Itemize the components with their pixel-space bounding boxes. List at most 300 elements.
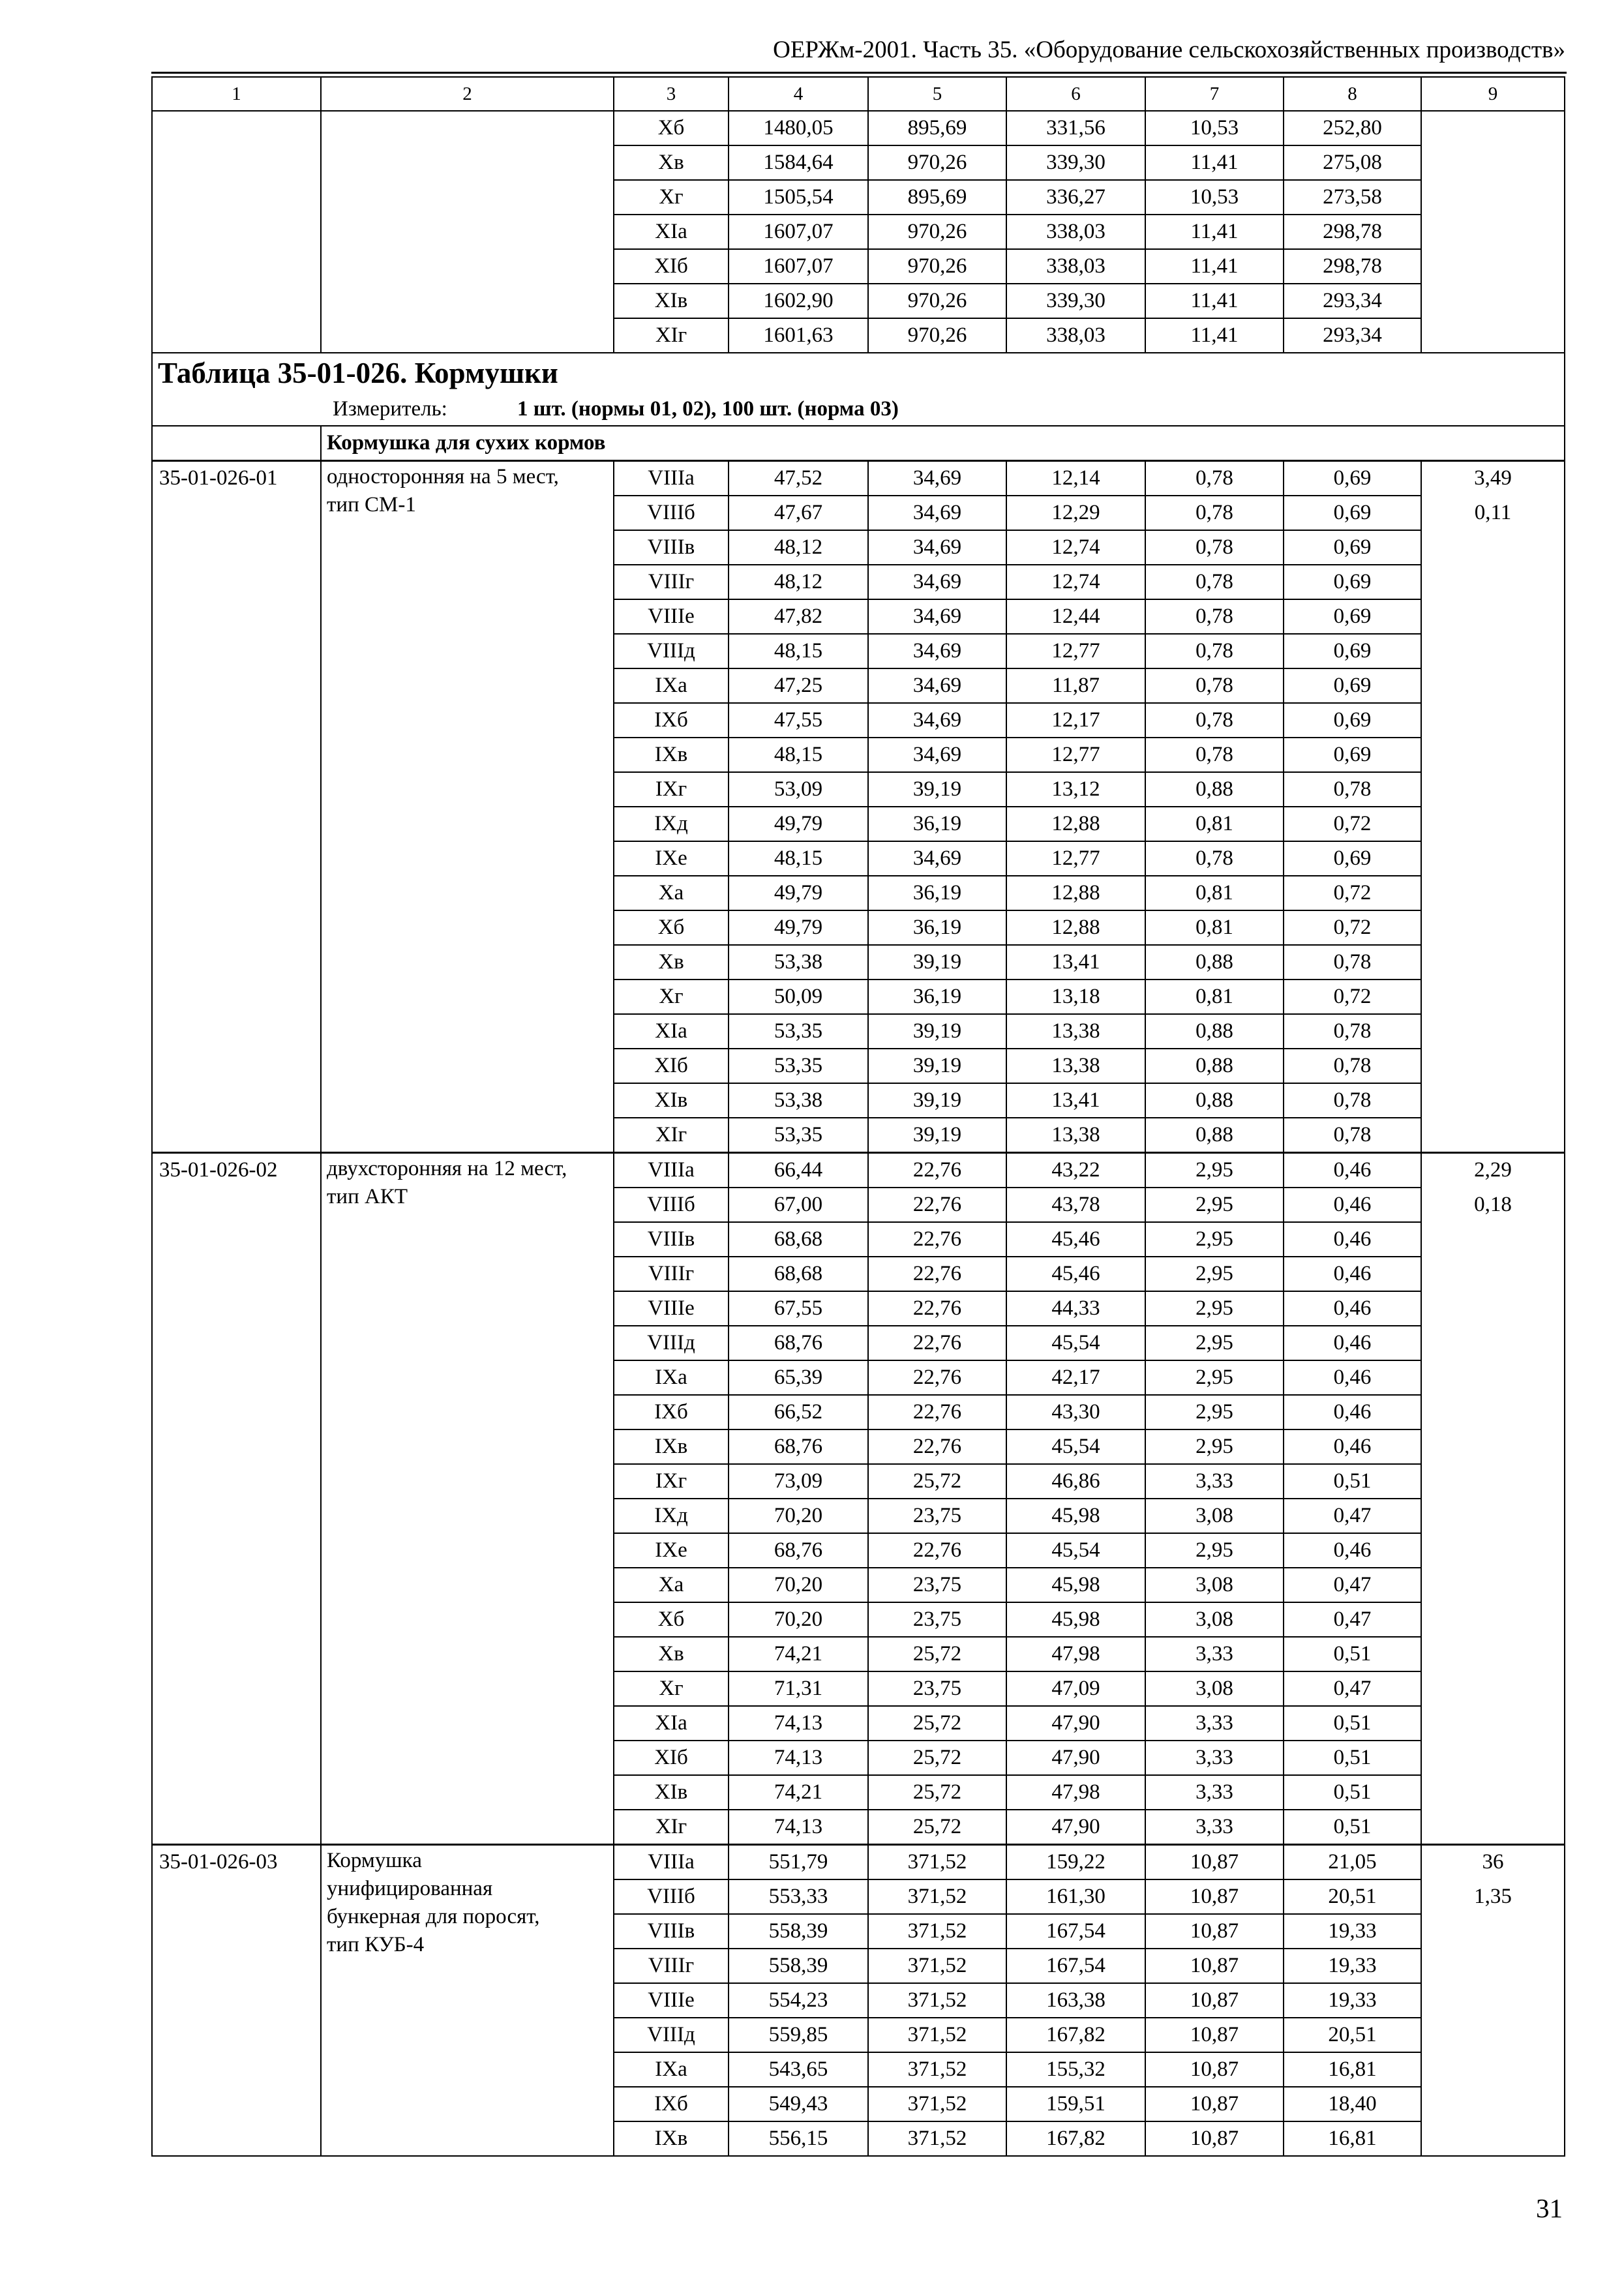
- wages-cell: 22,76: [868, 1326, 1006, 1360]
- item-name-line: унифицированная: [327, 1877, 493, 1900]
- resource-cell: [1421, 1845, 1565, 2157]
- total-cost-cell: 554,23: [729, 1983, 868, 2018]
- machinist-wages-cell: 10,53: [1145, 180, 1284, 215]
- table-row: [152, 111, 1565, 145]
- machine-cost-cell: 167,54: [1006, 1914, 1145, 1949]
- zone-cell: VIIIв: [614, 1222, 729, 1257]
- zone-cell: IXе: [614, 1533, 729, 1568]
- zone-cell: XIв: [614, 1775, 729, 1810]
- total-cost-cell: 68,76: [729, 1533, 868, 1568]
- machinist-wages-cell: 10,87: [1145, 2121, 1284, 2156]
- total-cost-cell: 1584,64: [729, 145, 868, 180]
- machinist-wages-cell: 0,88: [1145, 1118, 1284, 1153]
- total-cost-cell: 47,25: [729, 668, 868, 703]
- machine-cost-cell: 12,74: [1006, 530, 1145, 565]
- column-number: 3: [614, 77, 729, 111]
- machinist-wages-cell: 10,87: [1145, 1983, 1284, 2018]
- machinist-wages-cell: 10,87: [1145, 2052, 1284, 2087]
- zone-cell: VIIIб: [614, 496, 729, 530]
- wages-cell: 25,72: [868, 1810, 1006, 1845]
- machine-cost-cell: 43,22: [1006, 1153, 1145, 1188]
- machine-cost-cell: 339,30: [1006, 145, 1145, 180]
- rates-table: [151, 76, 1565, 2157]
- machine-cost-cell: 45,54: [1006, 1429, 1145, 1464]
- zone-cell: Xв: [614, 945, 729, 980]
- materials-cell: 0,69: [1284, 461, 1421, 496]
- machinist-wages-cell: 0,78: [1145, 668, 1284, 703]
- item-name-line: тип АКТ: [327, 1185, 408, 1208]
- materials-cell: 0,46: [1284, 1222, 1421, 1257]
- machinist-wages-cell: 2,95: [1145, 1395, 1284, 1429]
- code-cell: [152, 111, 321, 353]
- total-cost-cell: 70,20: [729, 1499, 868, 1533]
- item-name-line: двухсторонняя на 12 мест,: [327, 1157, 567, 1180]
- item-code: 35-01-026-02: [152, 1153, 321, 1845]
- materials-cell: 0,69: [1284, 599, 1421, 634]
- item-name-line: односторонняя на 5 мест,: [327, 465, 559, 488]
- zone-cell: IXб: [614, 703, 729, 738]
- wages-cell: 25,72: [868, 1775, 1006, 1810]
- zone-cell: XIб: [614, 249, 729, 284]
- zone-cell: Xб: [614, 111, 729, 145]
- total-cost-cell: 48,12: [729, 530, 868, 565]
- zone-cell: IXа: [614, 1360, 729, 1395]
- materials-cell: 0,47: [1284, 1568, 1421, 1602]
- materials-cell: 0,69: [1284, 738, 1421, 772]
- wages-cell: 25,72: [868, 1637, 1006, 1671]
- column-number: 8: [1284, 77, 1421, 111]
- materials-cell: 0,46: [1284, 1326, 1421, 1360]
- wages-cell: 970,26: [868, 284, 1006, 318]
- zone-cell: IXв: [614, 1429, 729, 1464]
- materials-cell: 298,78: [1284, 249, 1421, 284]
- materials-cell: 19,33: [1284, 1914, 1421, 1949]
- wages-cell: 371,52: [868, 2087, 1006, 2121]
- wages-cell: 25,72: [868, 1741, 1006, 1775]
- zone-cell: Xг: [614, 1671, 729, 1706]
- zone-cell: VIIIд: [614, 1326, 729, 1360]
- machinist-wages-cell: 10,87: [1145, 2087, 1284, 2121]
- total-cost-cell: 74,21: [729, 1637, 868, 1671]
- machine-cost-cell: 163,38: [1006, 1983, 1145, 2018]
- total-cost-cell: 74,13: [729, 1706, 868, 1741]
- materials-cell: 0,47: [1284, 1671, 1421, 1706]
- zone-cell: VIIIг: [614, 1949, 729, 1983]
- item-name-line: Кормушка: [327, 1849, 422, 1872]
- materials-cell: 0,46: [1284, 1533, 1421, 1568]
- machine-cost-cell: 47,09: [1006, 1671, 1145, 1706]
- item-name-line: бункерная для поросят,: [327, 1905, 540, 1928]
- machine-cost-cell: 161,30: [1006, 1879, 1145, 1914]
- zone-cell: Xб: [614, 910, 729, 945]
- materials-cell: 19,33: [1284, 1983, 1421, 2018]
- materials-cell: 0,46: [1284, 1360, 1421, 1395]
- machinist-wages-cell: 0,88: [1145, 1083, 1284, 1118]
- total-cost-cell: 47,82: [729, 599, 868, 634]
- subsection-row: [152, 426, 1565, 461]
- table-row: [152, 1845, 1565, 1880]
- total-cost-cell: 556,15: [729, 2121, 868, 2156]
- machinist-wages-cell: 2,95: [1145, 1326, 1284, 1360]
- materials-cell: 0,69: [1284, 565, 1421, 599]
- wages-cell: 36,19: [868, 980, 1006, 1014]
- materials-cell: 0,46: [1284, 1153, 1421, 1188]
- zone-cell: IXе: [614, 841, 729, 876]
- wages-cell: 34,69: [868, 668, 1006, 703]
- machinist-wages-cell: 0,81: [1145, 910, 1284, 945]
- machinist-wages-cell: 0,78: [1145, 565, 1284, 599]
- materials-cell: 20,51: [1284, 2018, 1421, 2052]
- wages-cell: 34,69: [868, 703, 1006, 738]
- machine-cost-cell: 12,14: [1006, 461, 1145, 496]
- total-cost-cell: 1505,54: [729, 180, 868, 215]
- total-cost-cell: 49,79: [729, 876, 868, 910]
- wages-cell: 34,69: [868, 841, 1006, 876]
- machinist-wages-cell: 3,08: [1145, 1568, 1284, 1602]
- materials-cell: 0,69: [1284, 668, 1421, 703]
- machine-cost-cell: 12,77: [1006, 634, 1145, 668]
- table-row: [152, 461, 1565, 496]
- total-cost-cell: 71,31: [729, 1671, 868, 1706]
- machinist-wages-cell: 3,33: [1145, 1810, 1284, 1845]
- total-cost-cell: 68,68: [729, 1222, 868, 1257]
- total-cost-cell: 74,13: [729, 1741, 868, 1775]
- zone-cell: XIг: [614, 1118, 729, 1153]
- total-cost-cell: 558,39: [729, 1914, 868, 1949]
- zone-cell: XIг: [614, 318, 729, 353]
- zone-cell: IXг: [614, 1464, 729, 1499]
- wages-cell: 895,69: [868, 180, 1006, 215]
- wages-cell: 22,76: [868, 1188, 1006, 1222]
- machine-cost-cell: 336,27: [1006, 180, 1145, 215]
- machine-cost-cell: 12,17: [1006, 703, 1145, 738]
- table-title-row: [152, 353, 1565, 393]
- materials-cell: 0,72: [1284, 807, 1421, 841]
- materials-cell: 0,72: [1284, 876, 1421, 910]
- machinist-wages-cell: 2,95: [1145, 1360, 1284, 1395]
- machinist-wages-cell: 3,33: [1145, 1637, 1284, 1671]
- zone-cell: XIв: [614, 1083, 729, 1118]
- machinist-wages-cell: 10,87: [1145, 2018, 1284, 2052]
- materials-cell: 0,46: [1284, 1291, 1421, 1326]
- column-number: 7: [1145, 77, 1284, 111]
- wages-cell: 371,52: [868, 2018, 1006, 2052]
- zone-cell: VIIIе: [614, 599, 729, 634]
- total-cost-cell: 549,43: [729, 2087, 868, 2121]
- machinist-wages-cell: 10,53: [1145, 111, 1284, 145]
- total-cost-cell: 74,21: [729, 1775, 868, 1810]
- machinist-wages-cell: 0,81: [1145, 980, 1284, 1014]
- wages-cell: 970,26: [868, 318, 1006, 353]
- total-cost-cell: 543,65: [729, 2052, 868, 2087]
- machine-cost-cell: 13,41: [1006, 945, 1145, 980]
- zone-cell: Xа: [614, 1568, 729, 1602]
- machine-cost-cell: 12,88: [1006, 807, 1145, 841]
- resource-value: 0,18: [1474, 1193, 1512, 1216]
- unit-row: [152, 393, 1565, 426]
- wages-cell: 34,69: [868, 496, 1006, 530]
- machinist-wages-cell: 2,95: [1145, 1222, 1284, 1257]
- zone-cell: VIIIв: [614, 1914, 729, 1949]
- machinist-wages-cell: 2,95: [1145, 1153, 1284, 1188]
- materials-cell: 0,51: [1284, 1741, 1421, 1775]
- column-number: 2: [321, 77, 614, 111]
- wages-cell: 22,76: [868, 1257, 1006, 1291]
- materials-cell: 0,78: [1284, 1014, 1421, 1049]
- total-cost-cell: 53,38: [729, 945, 868, 980]
- machinist-wages-cell: 10,87: [1145, 1879, 1284, 1914]
- item-name: [321, 1845, 614, 2157]
- materials-cell: 0,69: [1284, 841, 1421, 876]
- materials-cell: 0,72: [1284, 980, 1421, 1014]
- zone-cell: Xв: [614, 1637, 729, 1671]
- total-cost-cell: 49,79: [729, 910, 868, 945]
- zone-cell: VIIIа: [614, 1845, 729, 1880]
- materials-cell: 0,47: [1284, 1499, 1421, 1533]
- machine-cost-cell: 45,54: [1006, 1533, 1145, 1568]
- machine-cost-cell: 47,98: [1006, 1775, 1145, 1810]
- wages-cell: 39,19: [868, 1049, 1006, 1083]
- column-number: 6: [1006, 77, 1145, 111]
- machinist-wages-cell: 3,33: [1145, 1775, 1284, 1810]
- machine-cost-cell: 45,98: [1006, 1499, 1145, 1533]
- machinist-wages-cell: 11,41: [1145, 284, 1284, 318]
- total-cost-cell: 1480,05: [729, 111, 868, 145]
- wages-cell: 39,19: [868, 1118, 1006, 1153]
- machinist-wages-cell: 0,78: [1145, 634, 1284, 668]
- total-cost-cell: 73,09: [729, 1464, 868, 1499]
- unit-cell: [152, 393, 1565, 426]
- wages-cell: 895,69: [868, 111, 1006, 145]
- machinist-wages-cell: 2,95: [1145, 1188, 1284, 1222]
- machine-cost-cell: 167,82: [1006, 2018, 1145, 2052]
- resource-value: 3,49: [1474, 466, 1512, 490]
- materials-cell: 0,78: [1284, 945, 1421, 980]
- materials-cell: 0,51: [1284, 1637, 1421, 1671]
- total-cost-cell: 1602,90: [729, 284, 868, 318]
- total-cost-cell: 551,79: [729, 1845, 868, 1880]
- zone-cell: Xв: [614, 145, 729, 180]
- zone-cell: VIIIб: [614, 1188, 729, 1222]
- machine-cost-cell: 13,41: [1006, 1083, 1145, 1118]
- machine-cost-cell: 47,90: [1006, 1741, 1145, 1775]
- wages-cell: 34,69: [868, 738, 1006, 772]
- item-name: [321, 1153, 614, 1845]
- wages-cell: 34,69: [868, 565, 1006, 599]
- wages-cell: 34,69: [868, 599, 1006, 634]
- materials-cell: 0,78: [1284, 1049, 1421, 1083]
- materials-cell: 275,08: [1284, 145, 1421, 180]
- total-cost-cell: 48,12: [729, 565, 868, 599]
- materials-cell: 0,51: [1284, 1775, 1421, 1810]
- zone-cell: VIIIб: [614, 1879, 729, 1914]
- zone-cell: IXв: [614, 738, 729, 772]
- total-cost-cell: 70,20: [729, 1568, 868, 1602]
- machinist-wages-cell: 11,41: [1145, 215, 1284, 249]
- zone-cell: Xг: [614, 980, 729, 1014]
- materials-cell: 252,80: [1284, 111, 1421, 145]
- wages-cell: 371,52: [868, 2121, 1006, 2156]
- resource-cell: [1421, 1153, 1565, 1845]
- total-cost-cell: 553,33: [729, 1879, 868, 1914]
- machinist-wages-cell: 0,78: [1145, 841, 1284, 876]
- total-cost-cell: 47,55: [729, 703, 868, 738]
- zone-cell: Xг: [614, 180, 729, 215]
- zone-cell: XIа: [614, 1706, 729, 1741]
- zone-cell: XIа: [614, 1014, 729, 1049]
- machine-cost-cell: 43,78: [1006, 1188, 1145, 1222]
- total-cost-cell: 53,35: [729, 1118, 868, 1153]
- total-cost-cell: 1607,07: [729, 215, 868, 249]
- materials-cell: 0,69: [1284, 530, 1421, 565]
- machine-cost-cell: 45,46: [1006, 1222, 1145, 1257]
- machine-cost-cell: 12,29: [1006, 496, 1145, 530]
- machine-cost-cell: 13,38: [1006, 1118, 1145, 1153]
- wages-cell: 25,72: [868, 1464, 1006, 1499]
- zone-cell: XIа: [614, 215, 729, 249]
- machine-cost-cell: 45,98: [1006, 1568, 1145, 1602]
- machinist-wages-cell: 3,08: [1145, 1499, 1284, 1533]
- materials-cell: 0,46: [1284, 1257, 1421, 1291]
- machine-cost-cell: 12,44: [1006, 599, 1145, 634]
- machinist-wages-cell: 0,88: [1145, 1014, 1284, 1049]
- machine-cost-cell: 339,30: [1006, 284, 1145, 318]
- wages-cell: 23,75: [868, 1671, 1006, 1706]
- total-cost-cell: 1601,63: [729, 318, 868, 353]
- total-cost-cell: 65,39: [729, 1360, 868, 1395]
- machinist-wages-cell: 10,87: [1145, 1914, 1284, 1949]
- wages-cell: 371,52: [868, 2052, 1006, 2087]
- machinist-wages-cell: 0,78: [1145, 738, 1284, 772]
- machinist-wages-cell: 2,95: [1145, 1257, 1284, 1291]
- wages-cell: 39,19: [868, 772, 1006, 807]
- subsection-spacer: [152, 426, 321, 461]
- materials-cell: 0,78: [1284, 1083, 1421, 1118]
- total-cost-cell: 68,76: [729, 1326, 868, 1360]
- machine-cost-cell: 159,51: [1006, 2087, 1145, 2121]
- wages-cell: 25,72: [868, 1706, 1006, 1741]
- total-cost-cell: 1607,07: [729, 249, 868, 284]
- machinist-wages-cell: 0,88: [1145, 1049, 1284, 1083]
- machine-cost-cell: 159,22: [1006, 1845, 1145, 1880]
- materials-cell: 20,51: [1284, 1879, 1421, 1914]
- wages-cell: 371,52: [868, 1845, 1006, 1880]
- machine-cost-cell: 12,77: [1006, 841, 1145, 876]
- wages-cell: 36,19: [868, 807, 1006, 841]
- machine-cost-cell: 45,54: [1006, 1326, 1145, 1360]
- materials-cell: 273,58: [1284, 180, 1421, 215]
- machine-cost-cell: 167,82: [1006, 2121, 1145, 2156]
- zone-cell: IXа: [614, 2052, 729, 2087]
- wages-cell: 22,76: [868, 1429, 1006, 1464]
- subsection-title: Кормушка для сухих кормов: [321, 426, 1565, 461]
- materials-cell: 0,78: [1284, 1118, 1421, 1153]
- machine-cost-cell: 47,98: [1006, 1637, 1145, 1671]
- wages-cell: 22,76: [868, 1533, 1006, 1568]
- total-cost-cell: 68,68: [729, 1257, 868, 1291]
- materials-cell: 293,34: [1284, 318, 1421, 353]
- wages-cell: 39,19: [868, 1083, 1006, 1118]
- running-header: ОЕРЖм-2001. Часть 35. «Оборудование сельскохозяйственных производств»: [773, 37, 1565, 63]
- materials-cell: 16,81: [1284, 2052, 1421, 2087]
- zone-cell: XIб: [614, 1741, 729, 1775]
- materials-cell: 0,72: [1284, 910, 1421, 945]
- machinist-wages-cell: 0,78: [1145, 530, 1284, 565]
- total-cost-cell: 47,52: [729, 461, 868, 496]
- total-cost-cell: 53,35: [729, 1014, 868, 1049]
- resource-value: 1,35: [1474, 1885, 1512, 1908]
- machinist-wages-cell: 0,78: [1145, 496, 1284, 530]
- zone-cell: VIIIа: [614, 1153, 729, 1188]
- machinist-wages-cell: 0,81: [1145, 876, 1284, 910]
- wages-cell: 22,76: [868, 1395, 1006, 1429]
- materials-cell: 0,46: [1284, 1395, 1421, 1429]
- machinist-wages-cell: 0,78: [1145, 461, 1284, 496]
- machinist-wages-cell: 10,87: [1145, 1845, 1284, 1880]
- materials-cell: 293,34: [1284, 284, 1421, 318]
- wages-cell: 371,52: [868, 1914, 1006, 1949]
- machinist-wages-cell: 0,81: [1145, 807, 1284, 841]
- zone-cell: VIIIа: [614, 461, 729, 496]
- total-cost-cell: 67,00: [729, 1188, 868, 1222]
- item-name-line: тип КУБ-4: [327, 1933, 425, 1956]
- machinist-wages-cell: 3,33: [1145, 1464, 1284, 1499]
- total-cost-cell: 68,76: [729, 1429, 868, 1464]
- wages-cell: 39,19: [868, 945, 1006, 980]
- column-number: 5: [868, 77, 1006, 111]
- machinist-wages-cell: 3,08: [1145, 1671, 1284, 1706]
- materials-cell: 0,51: [1284, 1810, 1421, 1845]
- item-name-line: тип СМ-1: [327, 493, 416, 516]
- machinist-wages-cell: 3,33: [1145, 1706, 1284, 1741]
- zone-cell: IXб: [614, 2087, 729, 2121]
- zone-cell: XIв: [614, 284, 729, 318]
- machinist-wages-cell: 11,41: [1145, 145, 1284, 180]
- total-cost-cell: 559,85: [729, 2018, 868, 2052]
- total-cost-cell: 53,38: [729, 1083, 868, 1118]
- materials-cell: 19,33: [1284, 1949, 1421, 1983]
- resource-value: 36: [1482, 1850, 1504, 1874]
- total-cost-cell: 48,15: [729, 634, 868, 668]
- total-cost-cell: 48,15: [729, 841, 868, 876]
- table-row: [152, 1153, 1565, 1188]
- column-number: 1: [152, 77, 321, 111]
- zone-cell: IXд: [614, 1499, 729, 1533]
- machine-cost-cell: 11,87: [1006, 668, 1145, 703]
- resource-value: 0,11: [1474, 501, 1512, 524]
- materials-cell: 0,47: [1284, 1602, 1421, 1637]
- machine-cost-cell: 44,33: [1006, 1291, 1145, 1326]
- total-cost-cell: 53,35: [729, 1049, 868, 1083]
- table-title: Таблица 35-01-026. Кормушки: [152, 353, 1565, 393]
- machine-cost-cell: 338,03: [1006, 249, 1145, 284]
- machinist-wages-cell: 0,78: [1145, 703, 1284, 738]
- machine-cost-cell: 13,18: [1006, 980, 1145, 1014]
- machine-cost-cell: 167,54: [1006, 1949, 1145, 1983]
- wages-cell: 23,75: [868, 1499, 1006, 1533]
- resource-cell: [1421, 111, 1565, 353]
- wages-cell: 371,52: [868, 1949, 1006, 1983]
- machine-cost-cell: 46,86: [1006, 1464, 1145, 1499]
- column-numbers-row: [152, 77, 1565, 111]
- total-cost-cell: 50,09: [729, 980, 868, 1014]
- total-cost-cell: 48,15: [729, 738, 868, 772]
- unit-label: Измеритель:: [333, 397, 447, 421]
- machinist-wages-cell: 11,41: [1145, 249, 1284, 284]
- wages-cell: 36,19: [868, 876, 1006, 910]
- total-cost-cell: 74,13: [729, 1810, 868, 1845]
- page-number: 31: [1536, 2193, 1563, 2223]
